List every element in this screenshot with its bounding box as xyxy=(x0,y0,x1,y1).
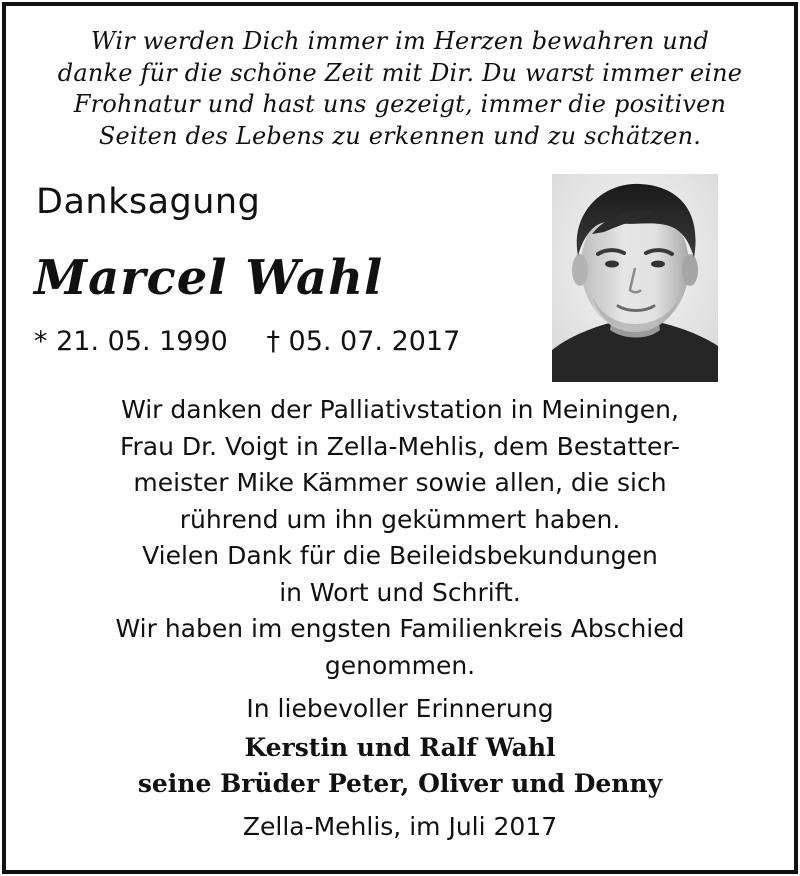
thanks-line: Wir danken der Palliativstation in Meiningen, xyxy=(121,395,679,424)
remembrance-intro: In liebevoller Erinnerung xyxy=(246,694,554,723)
poem-line: Wir werden Dich immer im Herzen bewahren und xyxy=(90,27,710,55)
signer-line: Kerstin und Ralf Wahl xyxy=(244,733,556,762)
life-dates xyxy=(34,326,460,357)
place-date: Zella-Mehlis, im Juli 2017 xyxy=(242,812,558,841)
signer-line: seine Brüder Peter, Oliver und Denny xyxy=(137,769,663,798)
poem-block xyxy=(20,26,780,152)
poem-line: Seiten des Lebens zu erkennen und zu schätzen. xyxy=(98,121,702,150)
notice-title: Danksagung xyxy=(36,182,261,222)
thanks-line: Frau Dr. Voigt in Zella-Mehlis, dem Bestatter- xyxy=(119,431,681,461)
portrait-photo xyxy=(552,174,718,382)
poem-line: Frohnatur und hast uns gezeigt, immer die positiven xyxy=(73,90,727,118)
signers-block xyxy=(20,730,780,802)
thanks-line: Vielen Dank für die Beileidsbekundungen xyxy=(142,541,658,570)
thanks-text xyxy=(20,392,780,684)
deceased-name: Marcel Wahl xyxy=(34,250,384,306)
thanks-line: in Wort und Schrift. xyxy=(279,577,521,607)
death-date: † 05. 07. 2017 xyxy=(266,326,461,357)
portrait-image xyxy=(552,174,718,382)
thanks-line: genommen. xyxy=(324,650,476,680)
poem-line: danke für die schöne Zeit mit Dir. Du warst immer eine xyxy=(57,58,743,87)
birth-date: * 21. 05. 1990 xyxy=(34,326,228,357)
thanks-line: Wir haben im engsten Familienkreis Abschied xyxy=(115,614,685,643)
thanks-line: meister Mike Kämmer sowie allen, die sich xyxy=(133,468,667,497)
thanks-line: rührend um ihn gekümmert haben. xyxy=(179,504,621,534)
